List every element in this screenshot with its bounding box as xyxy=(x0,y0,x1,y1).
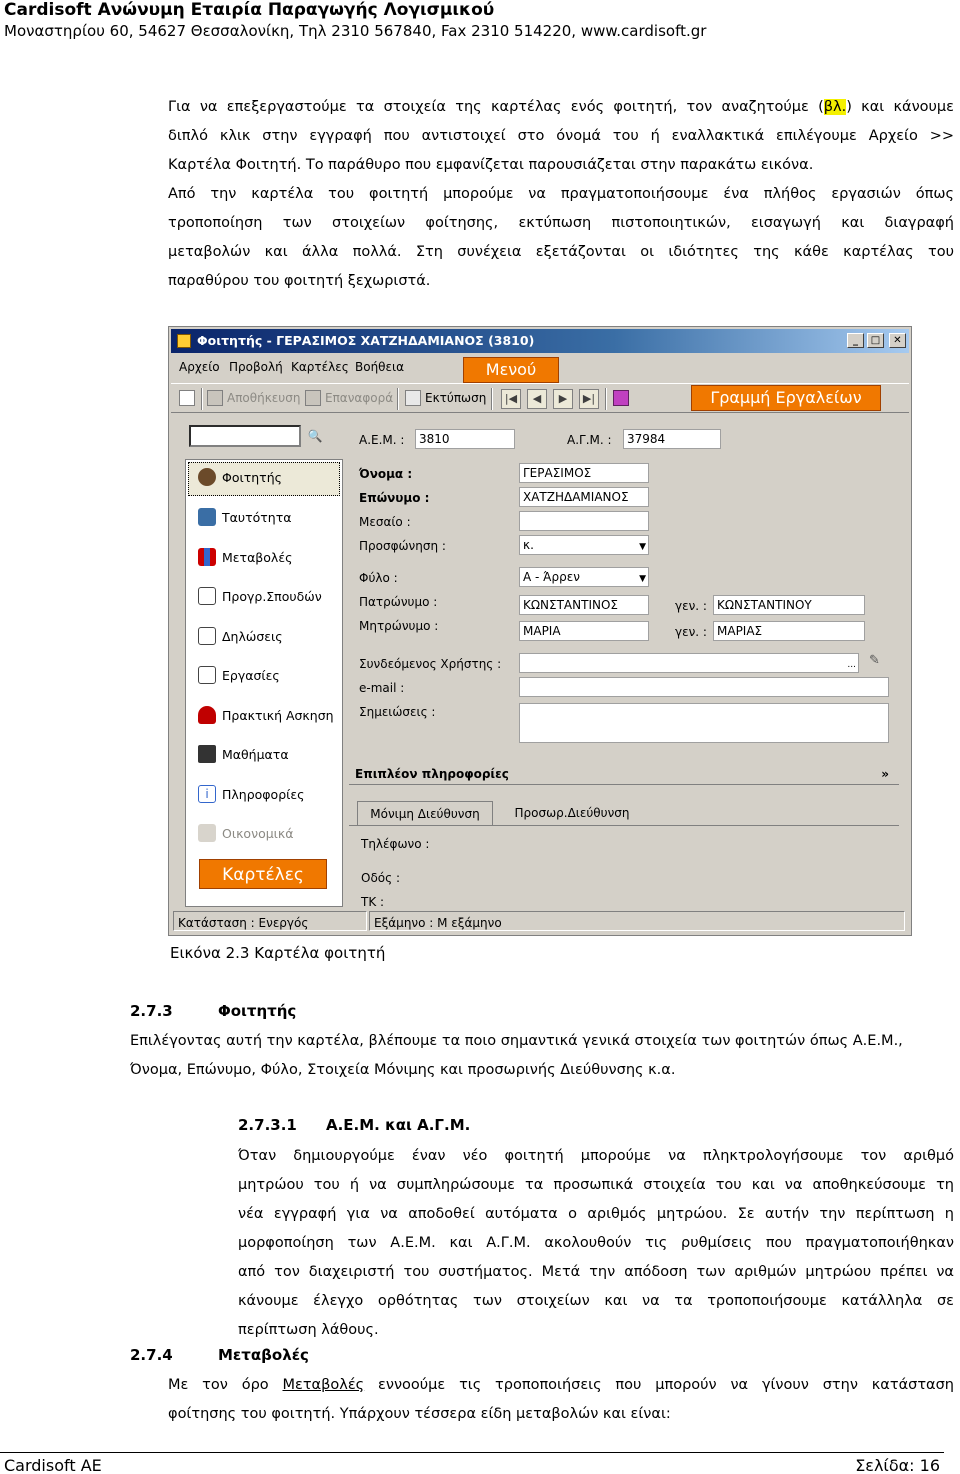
email-field[interactable] xyxy=(519,677,889,697)
name-label: Όνομα : xyxy=(359,467,413,481)
mother-genitive-field[interactable]: ΜΑΡΙΑΣ xyxy=(713,621,865,641)
tab-divider xyxy=(349,825,899,826)
father-genitive-label: γεν. : xyxy=(675,599,707,613)
sidebar-item-financial[interactable]: Οικονομικά xyxy=(198,824,294,842)
mother-name-label: Μητρώνυμο : xyxy=(359,619,439,633)
cards-callout: Καρτέλες xyxy=(199,859,327,889)
printer-icon xyxy=(405,390,421,406)
undo-icon xyxy=(305,390,321,406)
sidebar-item-info[interactable]: i Πληροφορίες xyxy=(198,785,304,803)
intro-line-5: τροποποίηση των στοιχείων φοίτησης, εκτύπωση πιστοποιητικών, εισαγωγή και διαγραφή xyxy=(168,215,954,231)
student-form-panel xyxy=(349,423,905,907)
sidebar-item-identity[interactable]: Ταυτότητα xyxy=(198,508,292,526)
restore-button[interactable]: Επαναφορά xyxy=(305,390,393,406)
father-name-field[interactable]: ΚΩΝΣΤΑΝΤΙΝΟΣ xyxy=(519,595,649,615)
person-icon xyxy=(198,706,216,724)
intro-paragraph xyxy=(168,93,954,296)
section-2-7-4-heading: 2.7.4 Μεταβολές xyxy=(130,1346,309,1364)
company-address: Μοναστηρίου 60, 54627 Θεσσαλονίκη, Τηλ 2310 567840, Fax 2310 514220, www.cardisoft.gr xyxy=(4,22,707,40)
window-titlebar xyxy=(171,329,909,353)
mother-name-field[interactable]: ΜΑΡΙΑ xyxy=(519,621,649,641)
pencil-icon xyxy=(198,587,216,605)
father-name-label: Πατρώνυμο : xyxy=(359,595,438,609)
new-record-button[interactable] xyxy=(179,390,195,406)
last-record-button[interactable]: ▶| xyxy=(579,389,599,409)
toolbar-separator xyxy=(605,388,607,410)
section-2-7-4-body: Με τον όρο Μεταβολές εννοούμε τις τροποποιήσεις που μπορούν να γίνουν στην κατάσταση φοίτησης του φοιτητή. Υπάρχουν τέσσερα είδη μεταβολών και είναι: xyxy=(168,1377,955,1422)
gender-label: Φύλο : xyxy=(359,571,398,585)
phone-label: Τηλέφωνο : xyxy=(361,837,430,851)
zip-label: ΤΚ : xyxy=(361,895,385,909)
mother-genitive-label: γεν. : xyxy=(675,625,707,639)
father-genitive-field[interactable]: ΚΩΝΣΤΑΝΤΙΝΟΥ xyxy=(713,595,865,615)
sidebar-item-student[interactable]: Φοιτητής xyxy=(198,468,282,486)
toolbar-callout: Γραμμή Εργαλείων xyxy=(691,385,881,411)
book-icon xyxy=(613,390,629,406)
aem-label: Α.Ε.Μ. : xyxy=(359,433,405,447)
section-2-7-3-1-heading: 2.7.3.1 Α.Ε.Μ. και Α.Γ.Μ. xyxy=(238,1116,471,1134)
footer-page-number: Σελίδα: 16 xyxy=(855,1456,940,1474)
print-button[interactable]: Εκτύπωση xyxy=(405,390,486,406)
middle-name-label: Μεσαίο : xyxy=(359,515,411,529)
name-field[interactable]: ΓΕΡΑΣΙΜΟΣ xyxy=(519,463,649,483)
intro-line-4: Από την καρτέλα του φοιτητή μπορούμε να πραγματοποιήσουμε ένα πλήθος εργασιών όπως xyxy=(168,186,954,202)
intro-line-2: διπλό κλικ στην εγγραφή που αντιστοιχεί στο όνομά του ή εναλλακτικά επιλέγουμε Αρχείο >> xyxy=(168,128,954,144)
salutation-label: Προσφώνηση : xyxy=(359,539,446,553)
tab-temporary-address[interactable]: Προσωρ.Διεύθυνση xyxy=(514,806,630,820)
more-info-bar[interactable]: Επιπλέον πληροφορίες » xyxy=(349,763,899,785)
minimize-button[interactable]: _ xyxy=(847,333,864,348)
menu-view[interactable]: Προβολή xyxy=(229,360,283,374)
save-icon xyxy=(207,390,223,406)
footer-company: Cardisoft AE xyxy=(4,1456,102,1474)
toolbar-separator xyxy=(201,388,203,410)
bar-chart-icon xyxy=(198,548,216,566)
statusbar xyxy=(171,911,909,933)
company-name: Cardisoft Ανώνυμη Εταιρία Παραγωγής Λογισμικού xyxy=(4,0,495,20)
open-book-icon xyxy=(198,627,216,645)
changes-link[interactable]: Μεταβολές xyxy=(282,1377,365,1393)
see-reference-link[interactable]: βλ. xyxy=(823,99,847,115)
sidebar-item-changes[interactable]: Μεταβολές xyxy=(198,548,292,566)
email-label: e-mail : xyxy=(359,681,405,695)
search-input[interactable] xyxy=(189,425,301,447)
save-button[interactable]: Αποθήκευση xyxy=(207,390,300,406)
sidebar-item-assignments[interactable]: Εργασίες xyxy=(198,666,280,684)
figure-caption: Εικόνα 2.3 Καρτέλα φοιτητή xyxy=(170,944,386,962)
tab-permanent-address[interactable]: Μόνιμη Διεύθυνση xyxy=(357,801,493,825)
expand-chevron-icon: » xyxy=(881,767,889,781)
aem-field[interactable]: 3810 xyxy=(415,429,515,449)
close-button[interactable]: ✕ xyxy=(889,333,906,348)
salutation-select[interactable]: κ. ▼ xyxy=(519,535,649,555)
intro-line-7: παραθύρου του φοιτητή ξεχωριστά. xyxy=(168,273,431,289)
middle-name-field[interactable] xyxy=(519,511,649,531)
student-window xyxy=(168,326,912,936)
sidebar-item-courses[interactable]: Μαθήματα xyxy=(198,745,289,763)
section-2-7-3-1-body: Όταν δημιουργούμε έναν νέο φοιτητή μπορούμε να πληκτρολογήσουμε τον αριθμό μητρώου του ή να συμπληρώσουμε τα προσωπικά στοιχεία του και να αποθηκεύσουμε τη νέα εγγραφή για να αποδοθεί αυτόματα ο αριθμός μητρώου. Σε αυτήν την περίπτωση η μορφοποίηση των Α.Ε.Μ. και Α.Γ.Μ. ακολουθούν τις ρυθμίσεις που πραγματοποιήθηκαν από τον διαχειριστή του συστήματος. Μετά την απόδοση των αριθμών μητρώου πρέπει να κάνουμε έλεγχο ορθότητας των στοιχείων και να τα τροποποιήσουμε κατάλληλα σε περίπτωση λάθους. xyxy=(238,1148,954,1338)
toolbar-separator xyxy=(491,388,493,410)
cards-sidebar xyxy=(185,459,343,907)
student-icon xyxy=(198,468,216,486)
surname-field[interactable]: ΧΑΤΖΗΔΑΜΙΑΝΟΣ xyxy=(519,487,649,507)
section-2-7-3-heading: 2.7.3 Φοιτητής xyxy=(130,1002,297,1020)
new-document-icon xyxy=(179,390,195,406)
binoculars-icon: 🔍 xyxy=(307,429,323,443)
window-title: Φοιτητής - ΓΕΡΑΣΙΜΟΣ ΧΑΤΖΗΔΑΜΙΑΝΟΣ (3810) xyxy=(197,333,535,348)
intro-line-3: Καρτέλα Φοιτητή. Το παράθυρο που εμφανίζεται παρουσιάζεται στην παρακάτω εικόνα. xyxy=(168,157,814,173)
sidebar-item-declarations[interactable]: Δηλώσεις xyxy=(198,627,283,645)
graduation-cap-icon xyxy=(198,745,216,763)
id-card-icon xyxy=(198,508,216,526)
street-label: Οδός : xyxy=(361,871,401,885)
logged-user-field[interactable] xyxy=(519,653,859,673)
money-icon xyxy=(198,824,216,842)
chevron-down-icon: ▼ xyxy=(639,574,646,584)
prev-record-button[interactable]: ◀ xyxy=(527,389,547,409)
status-semester: Εξάμηνο : Μ εξάμηνο xyxy=(369,911,905,931)
toolbar-separator xyxy=(397,388,399,410)
sidebar-item-internship[interactable]: Πρακτική Ασκηση xyxy=(198,706,334,724)
surname-label: Επώνυμο : xyxy=(359,491,430,505)
ellipsis-icon: ... xyxy=(847,660,856,670)
search-button[interactable] xyxy=(305,425,325,447)
agm-field[interactable]: 37984 xyxy=(623,429,721,449)
info-icon: i xyxy=(198,785,216,803)
first-record-button[interactable]: |◀ xyxy=(501,389,521,409)
section-2-7-3-body: Επιλέγοντας αυτή την καρτέλα, βλέπουμε τα ποιο σημαντικά γενικά στοιχεία των φοιτητών όπως Α.Ε.Μ., Όνομα, Επώνυμο, Φύλο, Στοιχεία Μόνιμης και προσωρινής Διεύθυνσης κ.α. xyxy=(130,1033,903,1078)
menu-file[interactable]: Αρχείο xyxy=(179,360,220,374)
notes-field[interactable] xyxy=(519,703,889,743)
intro-line-6: μεταβολών και άλλα πολλά. Στη συνέχεια εξετάζονται οι ιδιότητες της κάθε καρτέλας του xyxy=(168,244,954,260)
next-record-button[interactable]: ▶ xyxy=(553,389,573,409)
footer-divider xyxy=(0,1452,944,1453)
maximize-button[interactable]: □ xyxy=(867,333,884,348)
edit-pencil-icon[interactable]: ✎ xyxy=(869,653,880,668)
sidebar-item-curriculum[interactable]: Προγρ.Σπουδών xyxy=(198,587,322,605)
book-button[interactable] xyxy=(613,390,629,406)
agm-label: Α.Γ.Μ. : xyxy=(567,433,612,447)
chevron-down-icon: ▼ xyxy=(639,542,646,552)
logged-user-label: Συνδεόμενος Χρήστης : xyxy=(359,657,502,671)
app-icon xyxy=(177,334,191,348)
menu-callout: Μενού xyxy=(463,357,559,383)
folder-icon xyxy=(198,666,216,684)
menu-help[interactable]: Βοήθεια xyxy=(355,360,404,374)
menu-cards[interactable]: Καρτέλες xyxy=(291,360,349,374)
status-state: Κατάσταση : Ενεργός xyxy=(173,911,367,931)
intro-line-1: Για να επεξεργαστούμε τα στοιχεία της καρτέλας ενός φοιτητή, τον αναζητούμε (βλ.) και κάνουμε xyxy=(168,99,954,115)
gender-select[interactable]: Α - Άρρεν ▼ xyxy=(519,567,649,587)
notes-label: Σημειώσεις : xyxy=(359,705,436,719)
